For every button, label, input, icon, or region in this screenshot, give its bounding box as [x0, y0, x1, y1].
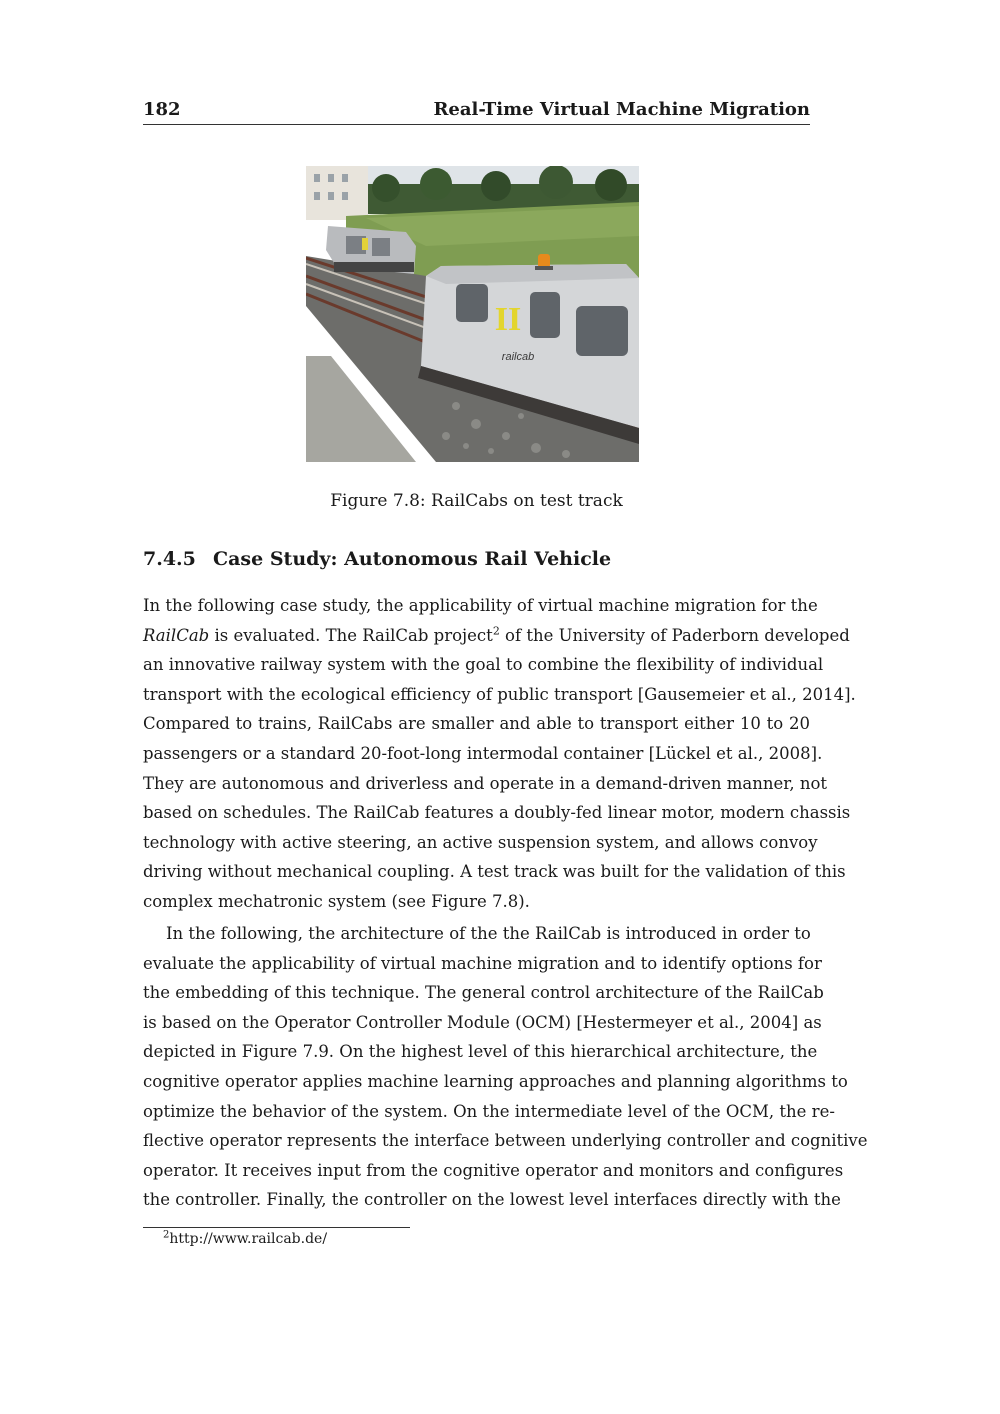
text-line: optimize the behavior of the system. On the intermediate level of the OCM, the re- — [143, 1101, 835, 1121]
footnote-rule — [143, 1227, 410, 1228]
cab-number-marker: II — [494, 301, 522, 338]
paragraph-1 — [143, 591, 856, 917]
railcab-photo — [306, 166, 639, 462]
text-line: RailCab is evaluated. The RailCab project$^2$ of the University of Paderborn developed — [143, 624, 850, 645]
distant-railcab — [326, 226, 416, 274]
text-line: In the following case study, the applicability of virtual machine migration for the — [143, 596, 818, 615]
section-heading — [143, 548, 810, 570]
building — [306, 166, 368, 220]
footnote-url[interactable]: http://www.railcab.de/ — [169, 1231, 328, 1247]
page-number: 182 — [143, 99, 181, 120]
text-line: Compared to trains, RailCabs are smaller and able to transport either 10 to 20 — [143, 714, 810, 734]
section-number: 7.4.5 — [143, 548, 196, 570]
paragraph-2 — [143, 919, 868, 1215]
running-title: Real-Time Virtual Machine Migration — [433, 99, 810, 120]
railcab-term: RailCab — [143, 625, 210, 645]
text-line: complex mechatronic system (see Figure 7.8). — [143, 891, 530, 911]
text-line: based on schedules. The RailCab features a doubly-fed linear motor, modern chassis — [143, 803, 851, 823]
text-line: the embedding of this technique. The general control architecture of the RailCab — [143, 983, 824, 1003]
text-line: cognitive operator applies machine learning approaches and planning algorithms to — [143, 1071, 848, 1091]
text-line: technology with active steering, an active suspension system, and allows convoy — [143, 832, 818, 852]
footnote-number: 2 — [163, 1229, 170, 1241]
warning-beacon — [538, 254, 550, 268]
running-header — [143, 96, 810, 125]
text-line: passengers or a standard 20-foot-long intermodal container [Lückel et al., 2008]. — [143, 743, 823, 763]
figure-caption: Figure 7.8: RailCabs on test track — [330, 491, 623, 511]
text-line: transport with the ecological efficiency of public transport [Gausemeier et al., 2014]. — [143, 684, 856, 704]
railcab-logo-text: railcab — [501, 351, 535, 363]
text-line: an innovative railway system with the goal to combine the flexibility of individual — [143, 655, 824, 675]
text-line: In the following, the architecture of the the RailCab is introduced in order to — [166, 924, 811, 943]
text-line: is based on the Operator Controller Module (OCM) [Hestermeyer et al., 2004] as — [143, 1012, 822, 1032]
footnote — [163, 1231, 327, 1247]
text-line: operator. It receives input from the cognitive operator and monitors and configures — [143, 1160, 844, 1180]
section-title: Case Study: Autonomous Rail Vehicle — [213, 548, 612, 570]
text-line: flective operator represents the interface between underlying controller and cognitive — [143, 1131, 868, 1151]
footnote-marker[interactable]: 2 — [492, 624, 500, 638]
text-line: They are autonomous and driverless and operate in a demand-driven manner, not — [143, 773, 828, 793]
text-line: evaluate the applicability of virtual machine migration and to identify options for — [143, 953, 822, 973]
text-line: the controller. Finally, the controller on the lowest level interfaces directly with the — [143, 1190, 841, 1210]
text-line: depicted in Figure 7.9. On the highest level of this hierarchical architecture, the — [143, 1042, 818, 1062]
text-line: driving without mechanical coupling. A test track was built for the validation of this — [143, 862, 846, 882]
